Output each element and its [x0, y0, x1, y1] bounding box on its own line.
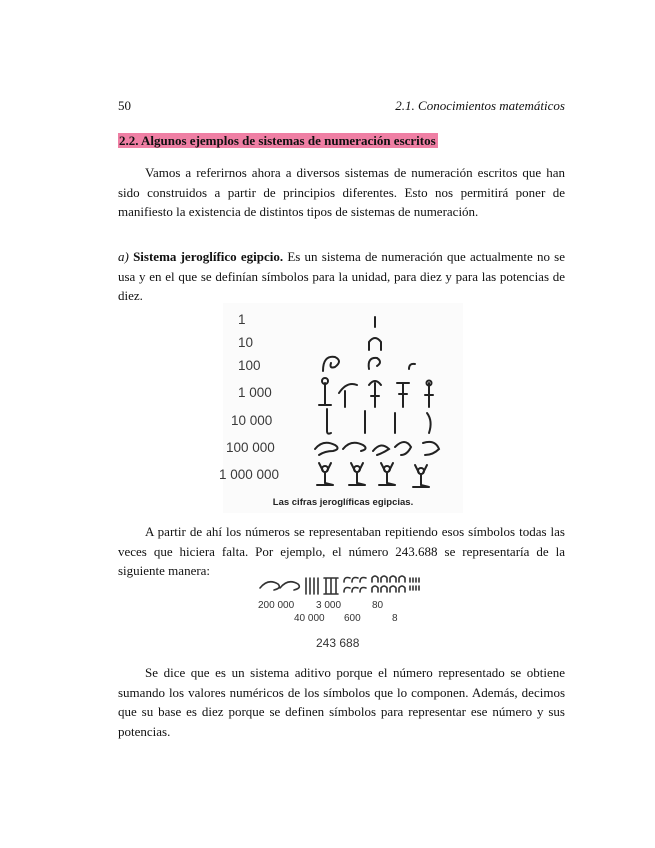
example-glyphs — [258, 572, 423, 600]
number-example-figure — [258, 572, 423, 654]
kneeling-god-glyph — [317, 463, 333, 485]
value-10000: 10 000 — [231, 413, 273, 428]
tadpole-glyph — [343, 443, 366, 451]
value-1: 1 — [238, 312, 246, 327]
part-3000: 3 000 — [316, 600, 342, 611]
value-100000: 100 000 — [226, 440, 275, 455]
section-title: 2.2. Algunos ejemplos de sistemas de numeración escritos — [119, 133, 436, 148]
document-page — [118, 0, 565, 848]
item-text: Es un sistema de numeración que actualmente no se usa y en el que se definían símbolos para la unidad, para diez y para las potencias de diez. — [118, 249, 566, 303]
stroke-glyph — [410, 578, 419, 590]
value-1000: 1 000 — [238, 385, 272, 400]
heel-bone-glyph — [369, 338, 381, 350]
repetition-paragraph: A partir de ahí los números se representaban repitiendo esos símbolos todas las veces que hiciera falta. Por ejemplo, el número 243.688 se representaría de la siguiente manera: — [118, 524, 565, 578]
hieroglyph-table-figure — [219, 303, 463, 513]
page-header — [118, 98, 565, 116]
tadpole-glyph — [423, 442, 439, 455]
coil-rope-glyph — [409, 364, 415, 369]
hieroglyph-glyphs — [223, 303, 463, 493]
lotus-glyph — [425, 381, 433, 408]
running-title: 2.1. Conocimientos matemáticos — [395, 98, 565, 113]
value-1000000: 1 000 000 — [219, 467, 280, 482]
value-10: 10 — [238, 335, 254, 350]
coil-rope-glyph — [344, 578, 366, 593]
finger-glyph — [306, 578, 318, 594]
part-80: 80 — [372, 600, 384, 611]
tadpole-glyph — [373, 445, 389, 455]
finger-glyph — [427, 413, 431, 433]
coil-rope-glyph — [369, 358, 380, 369]
part-200000: 200 000 — [258, 600, 295, 611]
tadpole-glyph — [280, 582, 299, 590]
item-title: Sistema jeroglífico egipcio. — [133, 249, 284, 264]
lotus-glyph — [339, 384, 357, 407]
coil-rope-glyph — [323, 357, 339, 371]
lotus-glyph — [324, 578, 338, 594]
value-100: 100 — [238, 358, 261, 373]
kneeling-god-glyph — [379, 463, 395, 485]
example-total: 243 688 — [316, 636, 360, 650]
lotus-glyph — [369, 381, 381, 407]
page-number: 50 — [118, 98, 131, 113]
part-8: 8 — [392, 613, 398, 624]
tadpole-glyph — [395, 442, 411, 455]
tadpole-glyph — [315, 443, 338, 455]
kneeling-god-glyph — [413, 465, 429, 487]
additive-paragraph: Se dice que es un sistema aditivo porque el número representado se obtiene sumando los valores numéricos de los símbolos que lo componen. Además, decimos que su base es diez porque se definen símbolos para representar ese número y sus potencias. — [118, 665, 565, 739]
finger-glyph — [327, 409, 331, 434]
tadpole-glyph — [260, 582, 279, 590]
lotus-glyph — [397, 383, 409, 407]
heel-bone-glyph — [372, 576, 405, 592]
lotus-glyph — [319, 378, 331, 405]
part-40000: 40 000 — [294, 613, 325, 624]
intro-paragraph: Vamos a referirnos ahora a diversos sistemas de numeración escritos que han sido construidos a partir de principios diferentes. Esto nos permitirá poner de manifiesto la existencia de distintos tipos de sistemas de numeración. — [118, 165, 565, 219]
figure-caption: Las cifras jeroglíficas egipcias. — [272, 497, 414, 508]
egyptian-paragraph — [118, 247, 565, 306]
part-600: 600 — [344, 613, 361, 624]
item-label: a) — [118, 249, 129, 264]
kneeling-god-glyph — [349, 463, 365, 485]
